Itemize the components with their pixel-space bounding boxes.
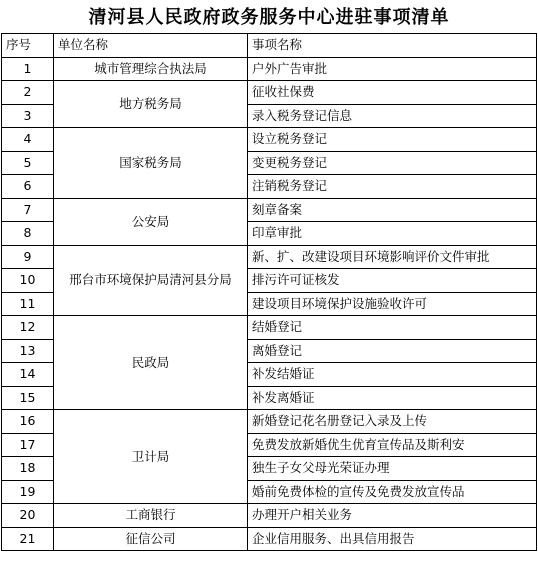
table-row <box>2 410 537 434</box>
row-item-name: 征收社保费 <box>248 81 537 105</box>
row-seq: 1 <box>2 57 54 81</box>
row-seq: 21 <box>2 527 54 551</box>
row-unit-name: 卫计局 <box>54 410 248 504</box>
table-row <box>2 316 537 340</box>
row-seq: 8 <box>2 222 54 246</box>
row-item-name: 刻章备案 <box>248 198 537 222</box>
table-row <box>2 245 537 269</box>
header-seq: 序号 <box>2 34 54 58</box>
row-seq: 9 <box>2 245 54 269</box>
row-seq: 12 <box>2 316 54 340</box>
row-item-name: 离婚登记 <box>248 339 537 363</box>
row-seq: 5 <box>2 151 54 175</box>
page-title: 清河县人民政府政务服务中心进驻事项清单 <box>88 6 450 28</box>
row-item-name: 户外广告审批 <box>248 57 537 81</box>
row-unit-name: 工商银行 <box>54 504 248 528</box>
table-row <box>2 198 537 222</box>
row-item-name: 录入税务登记信息 <box>248 104 537 128</box>
row-item-name: 注销税务登记 <box>248 175 537 199</box>
row-item-name: 免费发放新婚优生优育宣传品及斯利安 <box>248 433 537 457</box>
row-seq: 16 <box>2 410 54 434</box>
table-row <box>2 504 537 528</box>
row-item-name: 排污许可证核发 <box>248 269 537 293</box>
table-row <box>2 128 537 152</box>
table-header-row <box>2 34 537 58</box>
row-seq: 18 <box>2 457 54 481</box>
row-item-name: 补发结婚证 <box>248 363 537 387</box>
row-seq: 13 <box>2 339 54 363</box>
header-unit: 单位名称 <box>54 34 248 58</box>
row-unit-name: 征信公司 <box>54 527 248 551</box>
table-row <box>2 81 537 105</box>
row-seq: 20 <box>2 504 54 528</box>
service-items-table <box>1 33 537 551</box>
row-seq: 15 <box>2 386 54 410</box>
row-unit-name: 地方税务局 <box>54 81 248 128</box>
row-seq: 4 <box>2 128 54 152</box>
row-seq: 3 <box>2 104 54 128</box>
row-item-name: 变更税务登记 <box>248 151 537 175</box>
header-item: 事项名称 <box>248 34 537 58</box>
row-item-name: 印章审批 <box>248 222 537 246</box>
row-item-name: 补发离婚证 <box>248 386 537 410</box>
row-seq: 10 <box>2 269 54 293</box>
row-seq: 19 <box>2 480 54 504</box>
table-row <box>2 527 537 551</box>
row-seq: 6 <box>2 175 54 199</box>
table-row <box>2 57 537 81</box>
row-seq: 7 <box>2 198 54 222</box>
row-item-name: 结婚登记 <box>248 316 537 340</box>
row-unit-name: 民政局 <box>54 316 248 410</box>
row-unit-name: 国家税务局 <box>54 128 248 199</box>
row-seq: 2 <box>2 81 54 105</box>
row-seq: 17 <box>2 433 54 457</box>
row-item-name: 建设项目环境保护设施验收许可 <box>248 292 537 316</box>
row-item-name: 办理开户相关业务 <box>248 504 537 528</box>
row-unit-name: 公安局 <box>54 198 248 245</box>
row-item-name: 企业信用服务、出具信用报告 <box>248 527 537 551</box>
row-item-name: 新婚登记花名册登记入录及上传 <box>248 410 537 434</box>
row-unit-name: 邢台市环境保护局清河县分局 <box>54 245 248 316</box>
row-seq: 14 <box>2 363 54 387</box>
row-item-name: 独生子女父母光荣证办理 <box>248 457 537 481</box>
row-unit-name: 城市管理综合执法局 <box>54 57 248 81</box>
table-body <box>2 57 537 551</box>
row-item-name: 新、扩、改建设项目环境影响评价文件审批 <box>248 245 537 269</box>
row-item-name: 婚前免费体检的宣传及免费发放宣传品 <box>248 480 537 504</box>
row-seq: 11 <box>2 292 54 316</box>
row-item-name: 设立税务登记 <box>248 128 537 152</box>
